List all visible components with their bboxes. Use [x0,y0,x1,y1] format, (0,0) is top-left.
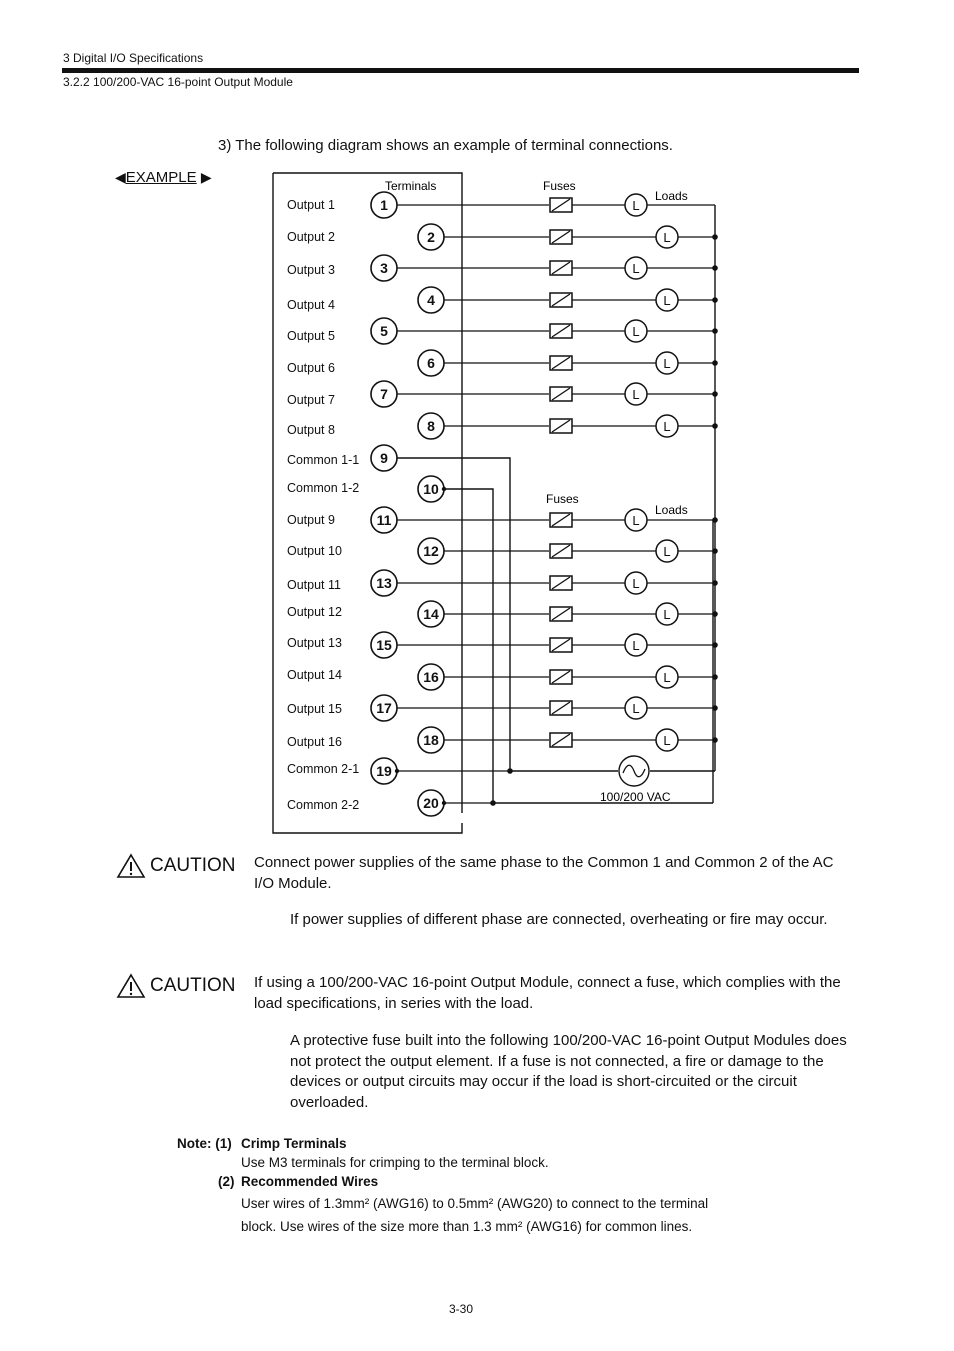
terminal-label-9: Common 1-1 [287,453,360,467]
note-prefix: Note: (1) [177,1136,232,1151]
junction-dot [712,705,718,711]
left-triangle-icon: ◀ [115,169,126,185]
supply-label: 100/200 VAC [600,790,671,804]
terminal-number-10: 10 [423,481,439,497]
terminal-number-16: 16 [423,669,439,685]
load-symbol: L [632,387,640,402]
junction-dot [712,391,718,397]
caution-2-text: If using a 100/200-VAC 16-point Output Module, connect a fuse, which complies with the load specifications, in series with the load. [254,974,841,1012]
terminal-label-4: Output 4 [287,298,335,312]
load-symbol: L [663,230,671,245]
junction-dot [712,360,718,366]
caution-2-detail: A protective fuse built into the following 100/200-VAC 16-point Output Modules does not protect the output element. If a fuse is not connected, a fire or damage to the devices or output circuits may occur if the load is short-circuited or the circuit overloaded. [290,1032,847,1111]
terminals-label: Terminals [385,179,437,193]
caution-1-text: Connect power supplies of the same phase to the Common 1 and Common 2 of the AC I/O Module. [254,854,834,892]
junction-dot [712,737,718,743]
note-2-number: (2) [218,1174,235,1189]
note-1-title: Crimp Terminals [241,1136,347,1151]
junction-dot [712,297,718,303]
terminal-number-5: 5 [380,323,388,339]
terminal-number-9: 9 [380,450,388,466]
load-symbol: L [663,670,671,685]
loads-label-top: Loads [655,189,688,203]
junction-dot [712,328,718,334]
note-2-line-1: User wires of 1.3mm² (AWG16) to 0.5mm² (AWG20) to connect to the terminal [241,1196,709,1211]
terminal-label-7: Output 7 [287,393,335,407]
terminal-label-17: Output 15 [287,702,342,716]
warning-icon [116,973,146,999]
terminal-number-7: 7 [380,386,388,402]
terminal-label-16: Output 14 [287,668,342,682]
terminal-label-5: Output 5 [287,329,335,343]
terminal-number-17: 17 [376,700,392,716]
load-symbol: L [632,198,640,213]
warning-icon [116,853,146,879]
terminal-label-1: Output 1 [287,198,335,212]
caution-2-label: CAUTION [150,975,236,996]
note-2-line-2: block. Use wires of the size more than 1.3 mm² (AWG16) for common lines. [241,1219,693,1234]
intro-text: 3) The following diagram shows an example of terminal connections. [218,137,673,154]
subsection-header: 3.2.2 100/200-VAC 16-point Output Module [63,75,293,89]
terminal-label-8: Output 8 [287,423,335,437]
terminal-number-3: 3 [380,260,388,276]
terminal-number-19: 19 [376,763,392,779]
terminal-label-20: Common 2-2 [287,798,360,812]
terminal-label-14: Output 12 [287,605,342,619]
caution-1-detail: If power supplies of different phase are connected, overheating or fire may occur. [290,911,828,928]
load-symbol: L [632,638,640,653]
terminal-number-6: 6 [427,355,435,371]
load-symbol: L [632,701,640,716]
junction-dot [442,487,446,491]
terminal-label-12: Output 10 [287,544,342,558]
terminal-number-14: 14 [423,606,439,622]
load-symbol: L [663,419,671,434]
terminal-number-11: 11 [376,512,392,528]
load-symbol: L [632,324,640,339]
junction-dot [712,642,718,648]
terminal-label-2: Output 2 [287,230,335,244]
load-symbol: L [663,356,671,371]
terminal-number-2: 2 [427,229,435,245]
terminal-number-12: 12 [423,543,439,559]
terminal-label-11: Output 9 [287,513,335,527]
load-symbol: L [663,733,671,748]
terminal-label-19: Common 2-1 [287,762,360,776]
terminal-label-13: Output 11 [287,578,341,592]
section-header: 3 Digital I/O Specifications [63,51,204,65]
caution-1-label: CAUTION [150,855,236,876]
junction-dot [712,517,718,523]
junction-dot [712,548,718,554]
fuses-label-bottom: Fuses [546,492,579,506]
junction-dot [712,423,718,429]
terminal-number-13: 13 [376,575,392,591]
load-symbol: L [663,293,671,308]
terminal-number-18: 18 [423,732,439,748]
page-number: 3-30 [449,1302,474,1316]
note-2-title: Recommended Wires [241,1174,379,1189]
right-triangle-icon: ▶ [200,169,212,185]
ac-supply-symbol [619,756,649,786]
load-symbol: L [663,607,671,622]
caution-1-heading [116,853,236,879]
junction-dot [712,674,718,680]
terminal-number-15: 15 [376,637,392,653]
terminal-label-3: Output 3 [287,263,335,277]
terminal-number-1: 1 [380,197,388,213]
caution-2-heading [116,973,236,999]
fuses-label-top: Fuses [543,179,576,193]
load-symbol: L [663,544,671,559]
terminal-label-6: Output 6 [287,361,335,375]
terminal-number-8: 8 [427,418,435,434]
note-1-text: Use M3 terminals for crimping to the terminal block. [241,1155,549,1170]
junction-dot [712,234,718,240]
terminal-number-20: 20 [423,795,439,811]
junction-dot [712,265,718,271]
terminal-label-15: Output 13 [287,636,342,650]
junction-dot [712,580,718,586]
load-symbol: L [632,576,640,591]
example-label: EXAMPLE [125,169,197,186]
junction-dot [712,611,718,617]
terminal-number-4: 4 [427,292,435,308]
load-symbol: L [632,513,640,528]
loads-label-bottom: Loads [655,503,688,517]
terminal-label-10: Common 1-2 [287,481,360,495]
load-symbol: L [632,261,640,276]
terminal-label-18: Output 16 [287,735,342,749]
